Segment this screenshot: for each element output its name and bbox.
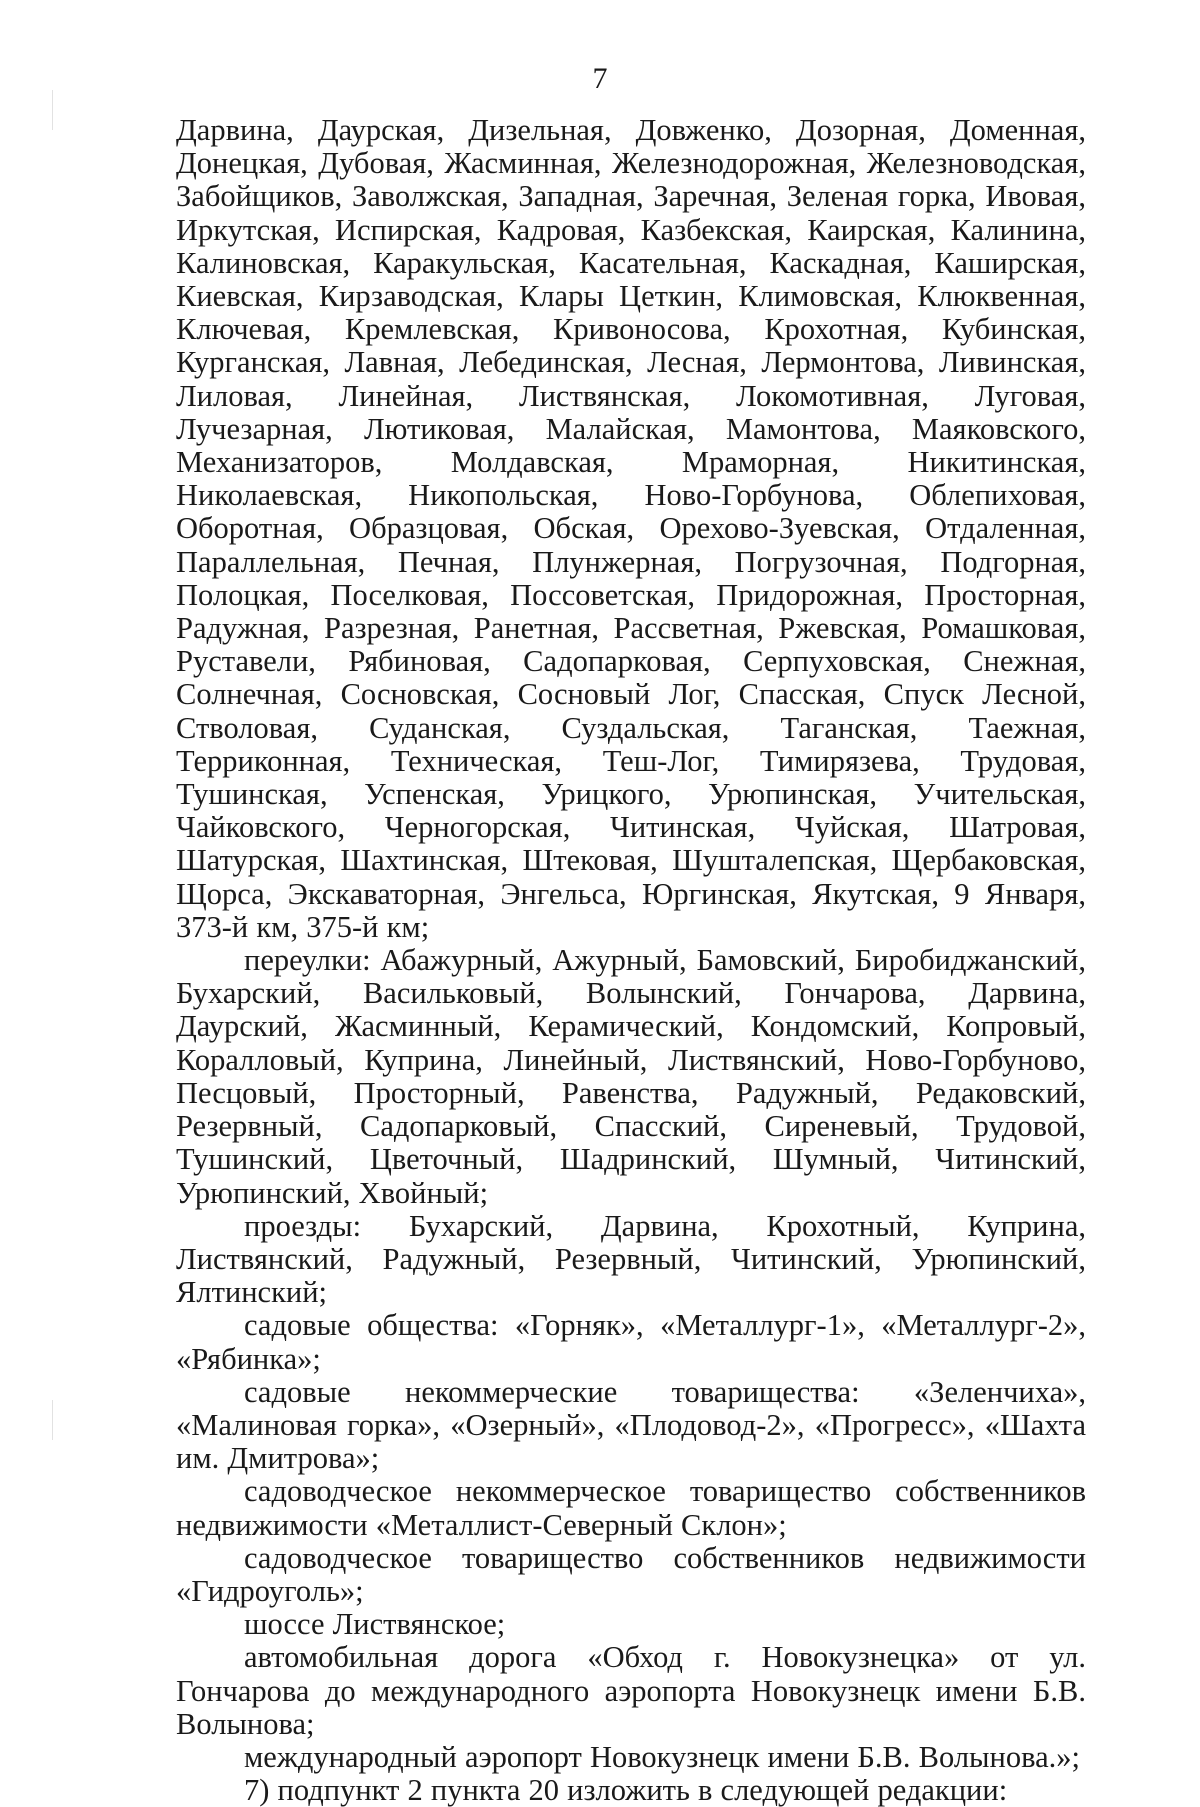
bypass-road-paragraph: автомобильная дорога «Обход г. Новокузнецка» от ул. Гончарова до международного аэропорта Новокузнецк имени Б.В. Волынова;	[176, 1640, 1086, 1741]
streets-list-paragraph: Дарвина, Даурская, Дизельная, Довженко, Дозорная, Доменная, Донецкая, Дубовая, Жасминная, Железнодорожная, Железноводская, Забойщиков, Заволжская, Западная, Заречная, Зеленая горка, Ивовая, Иркутская, Испирская, Кадровая, Казбекская, Каирская, Калинина, Калиновская, Каракульская, Касательная, Каскадная, Каширская, Киевская, Кирзаводская, Клары Цеткин, Климовская, Клюквенная, Ключевая, Кремлевская, Кривоносова, Крохотная, Кубинская, Курганская, Лавная, Лебединская, Лесная, Лермонтова, Ливинская, Лиловая, Линейная, Листвянская, Локомотивная, Луговая, Лучезарная, Лютиковая, Малайская, Мамонтова, Маяковского, Механизаторов, Молдавская, Мраморная, Никитинская, Николаевская, Никопольская, Ново-Горбунова, Облепиховая, Оборотная, Образцовая, Обская, Орехово-Зуевская, Отдаленная, Параллельная, Печная, Плунжерная, Погрузочная, Подгорная, Полоцкая, Поселковая, Поссоветская, Придорожная, Просторная, Радужная, Разрезная, Ранетная, Рассветная, Ржевская, Ромашковая, Руставели, Рябиновая, Садопарковая, Серпуховская, Снежная, Солнечная, Сосновская, Сосновый Лог, Спасская, Спуск Лесной, Стволовая, Суданская, Суздальская, Таганская, Таежная, Терриконная, Техническая, Теш-Лог, Тимирязева, Трудовая, Тушинская, Успенская, Урицкого, Урюпинская, Учительская, Чайковского, Черногорская, Читинская, Чуйская, Шатровая, Шатурская, Шахтинская, Штековая, Шушталепская, Щербаковская, Щорса, Экскаваторная, Энгельса, Юргинская, Якутская, 9 Января, 373-й км, 375-й км;	[176, 113, 1086, 944]
passages-list-paragraph: проезды: Бухарский, Дарвина, Крохотный, Куприна, Листвянский, Радужный, Резервный, Читинский, Урюпинский, Ялтинский;	[176, 1208, 1086, 1310]
airport-paragraph: международный аэропорт Новокузнецк имени Б.В. Волынова.»;	[244, 1739, 1080, 1774]
scan-artifact-line	[52, 1400, 53, 1440]
document-body	[176, 114, 1086, 1807]
scan-artifact-line	[52, 90, 53, 130]
highway-paragraph: шоссе Листвянское;	[244, 1607, 506, 1642]
garden-partnerships-paragraph: садовые некоммерческие товарищества: «Зеленчиха», «Малиновая горка», «Озерный», «Плодовод-2», «Прогресс», «Шахта им. Дмитрова»;	[176, 1374, 1086, 1476]
page-number: 7	[592, 62, 608, 95]
metallist-partnership-paragraph: садоводческое некоммерческое товарищество собственников недвижимости «Металлист-Северный Склон»;	[176, 1474, 1086, 1542]
lanes-list-paragraph: переулки: Абажурный, Ажурный, Бамовский, Биробиджанский, Бухарский, Васильковый, Волынский, Гончарова, Дарвина, Даурский, Жасминный, Керамический, Кондомский, Копровый, Коралловый, Куприна, Линейный, Листвянский, Ново-Горбуново, Песцовый, Просторный, Равенства, Радужный, Редаковский, Резервный, Садопарковый, Спасский, Сиреневый, Трудовой, Тушинский, Цветочный, Шадринский, Шумный, Читинский, Урюпинский, Хвойный;	[176, 943, 1086, 1210]
amendment-item-paragraph: 7) подпункт 2 пункта 20 изложить в следующей редакции:	[244, 1773, 1008, 1807]
gidrougol-partnership-paragraph: садоводческое товарищество собственников недвижимости «Гидроуголь»;	[176, 1540, 1086, 1608]
garden-societies-paragraph: садовые общества: «Горняк», «Металлург-1», «Металлург-2», «Рябинка»;	[176, 1308, 1086, 1376]
